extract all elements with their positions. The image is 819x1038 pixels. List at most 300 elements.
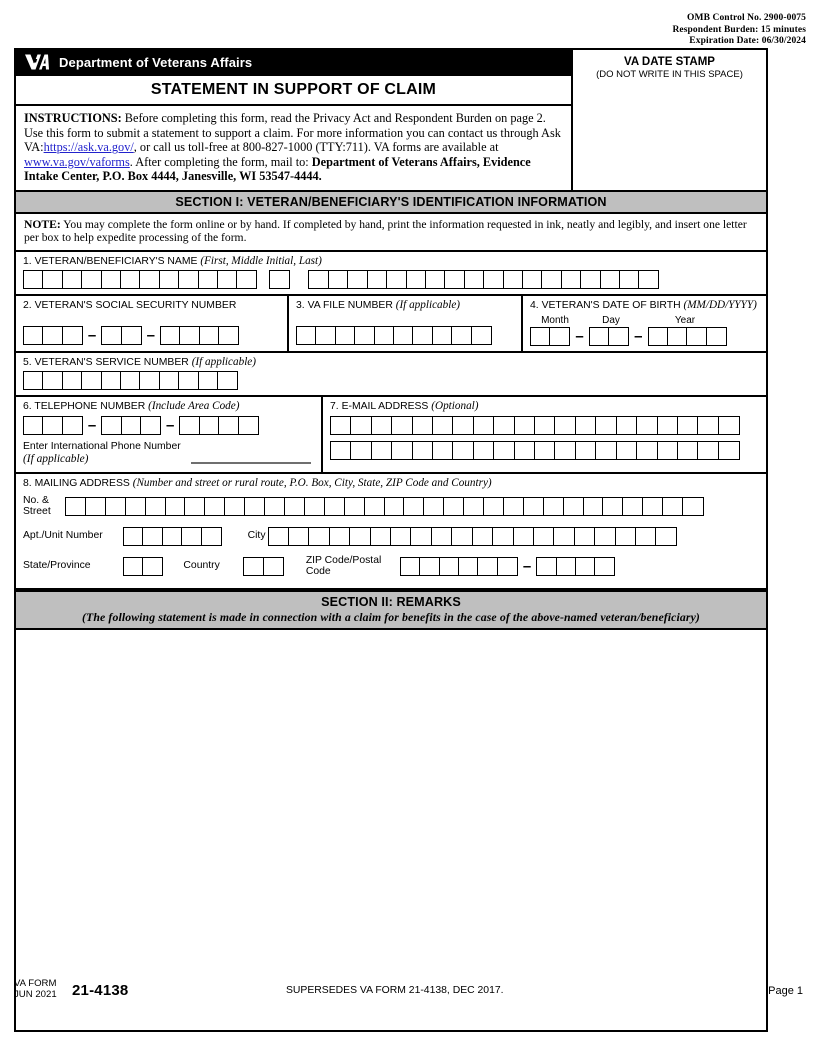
comb-box[interactable] [655, 527, 677, 546]
comb-box[interactable] [483, 270, 504, 289]
name-middle-initial-boxes[interactable] [269, 270, 290, 289]
comb-box[interactable] [473, 441, 495, 460]
comb-box[interactable] [101, 270, 122, 289]
section-2-subheader: (The following statement is made in connection with a claim for benefits in the case of the above-named veteran/beneficiary) [82, 609, 700, 624]
comb-box[interactable] [443, 497, 465, 516]
comb-box[interactable] [330, 441, 352, 460]
comb-box[interactable] [400, 557, 421, 576]
comb-box[interactable] [554, 416, 576, 435]
service-number-boxes[interactable] [23, 371, 238, 390]
dob-day-boxes[interactable] [589, 327, 629, 346]
comb-box[interactable] [522, 270, 543, 289]
comb-box[interactable] [364, 497, 386, 516]
comb-box[interactable] [536, 557, 557, 576]
comb-box[interactable] [284, 497, 306, 516]
city-boxes[interactable] [268, 527, 678, 546]
supersedes-note: SUPERSEDES VA FORM 21-4138, DEC 2017. [286, 985, 504, 996]
comb-box[interactable] [236, 270, 257, 289]
comb-box[interactable] [615, 527, 637, 546]
comb-box[interactable] [648, 327, 669, 346]
comb-box[interactable] [218, 326, 239, 345]
comb-box[interactable] [217, 270, 238, 289]
instructions-text-part-3: . After completing the form, mail to: [129, 154, 309, 169]
note-text: You may complete the form online or by hand. If completed by hand, print the information requested in ink, neatly and legibly, and insert one letter per box to help expedite processing of the form. [24, 217, 747, 245]
comb-box[interactable] [412, 326, 433, 345]
apt-boxes[interactable] [123, 527, 222, 546]
comb-box[interactable] [101, 371, 122, 390]
field-email [323, 397, 766, 472]
va-date-stamp-title: VA DATE STAMP [624, 56, 715, 68]
comb-box[interactable] [554, 441, 576, 460]
comb-box[interactable] [534, 416, 556, 435]
comb-box[interactable] [140, 416, 161, 435]
comb-box[interactable] [268, 527, 290, 546]
comb-box[interactable] [120, 371, 141, 390]
comb-box[interactable] [120, 270, 141, 289]
comb-box[interactable] [600, 270, 621, 289]
page-title: STATEMENT IN SUPPORT OF CLAIM [150, 81, 437, 98]
comb-box[interactable] [123, 557, 144, 576]
comb-box[interactable] [412, 416, 434, 435]
name-first-boxes[interactable] [23, 270, 257, 289]
comb-box[interactable] [330, 416, 352, 435]
field-row-mailing-address [16, 474, 766, 590]
field-mailing-address-number: 8. [23, 477, 32, 489]
comb-box[interactable] [580, 270, 601, 289]
street-label-line-1: No. & [23, 494, 49, 506]
comb-box[interactable] [81, 371, 102, 390]
dob-year-boxes[interactable] [648, 327, 727, 346]
comb-box[interactable] [530, 327, 551, 346]
comb-box[interactable] [81, 270, 102, 289]
comb-box[interactable] [493, 441, 515, 460]
comb-box[interactable] [178, 371, 199, 390]
state-label: State/Province [23, 560, 91, 572]
comb-box[interactable] [101, 416, 122, 435]
comb-box[interactable] [575, 557, 596, 576]
country-boxes[interactable] [243, 557, 283, 576]
comb-box[interactable] [595, 416, 617, 435]
comb-box[interactable] [367, 270, 388, 289]
comb-box[interactable] [263, 557, 284, 576]
comb-box[interactable] [451, 326, 472, 345]
comb-box[interactable] [638, 270, 659, 289]
section-1-note [16, 214, 766, 252]
comb-box[interactable] [503, 270, 524, 289]
comb-box[interactable] [139, 270, 160, 289]
comb-box[interactable] [244, 497, 266, 516]
comb-box[interactable] [549, 327, 570, 346]
comb-box[interactable] [563, 497, 585, 516]
comb-box[interactable] [42, 416, 63, 435]
state-boxes[interactable] [123, 557, 163, 576]
comb-box[interactable] [503, 497, 525, 516]
email-input-combs-row-1[interactable] [330, 413, 760, 435]
ssn-group-2[interactable] [101, 326, 141, 345]
comb-box[interactable] [451, 527, 473, 546]
field-service-number-title: VETERAN'S SERVICE NUMBER [34, 356, 189, 368]
comb-box[interactable] [464, 270, 485, 289]
field-dob-number: 4. [530, 299, 539, 311]
comb-box[interactable] [23, 270, 44, 289]
comb-box[interactable] [602, 497, 624, 516]
comb-box[interactable] [384, 497, 406, 516]
va-forms-link[interactable]: www.va.gov/vaforms [24, 154, 130, 169]
ssn-dash-2: – [146, 326, 155, 344]
comb-box[interactable] [513, 527, 535, 546]
va-form-label: VA FORM [14, 978, 57, 989]
telephone-line-boxes[interactable] [179, 416, 258, 435]
comb-box[interactable] [514, 441, 536, 460]
comb-box[interactable] [62, 371, 83, 390]
ask-va-link[interactable]: https://ask.va.gov/ [43, 140, 134, 155]
comb-box[interactable] [594, 557, 615, 576]
comb-box[interactable] [463, 497, 485, 516]
street-label-line-2: Street [23, 506, 51, 518]
comb-box[interactable] [706, 327, 727, 346]
comb-box[interactable] [477, 557, 498, 576]
field-va-file-label [296, 299, 515, 312]
comb-box[interactable] [682, 497, 704, 516]
comb-box[interactable] [393, 326, 414, 345]
comb-box[interactable] [543, 497, 565, 516]
comb-box[interactable] [697, 441, 719, 460]
comb-box[interactable] [616, 416, 638, 435]
comb-box[interactable] [608, 327, 629, 346]
comb-box[interactable] [62, 326, 83, 345]
comb-box[interactable] [619, 270, 640, 289]
comb-box[interactable] [101, 326, 122, 345]
comb-box[interactable] [218, 416, 239, 435]
comb-box[interactable] [483, 497, 505, 516]
comb-box[interactable] [458, 557, 479, 576]
apt-label: Apt./Unit Number [23, 530, 103, 542]
comb-box[interactable] [105, 497, 127, 516]
comb-box[interactable] [391, 416, 413, 435]
comb-box[interactable] [406, 270, 427, 289]
field-ssn-label [23, 299, 281, 312]
comb-box[interactable] [662, 497, 684, 516]
ssn-input-combs[interactable] [23, 312, 281, 345]
comb-box[interactable] [371, 441, 393, 460]
dob-month-label: Month [541, 314, 569, 326]
city-label: City [247, 530, 266, 542]
va-date-stamp-box [573, 50, 766, 190]
mailing-address-bold: Department of Veterans Affairs, Evidence Intake Center, P.O. Box 4444, Janesville, WI 53547-4444. [24, 154, 531, 184]
comb-box[interactable] [575, 441, 597, 460]
field-dob-title: VETERAN'S DATE OF BIRTH [541, 299, 681, 311]
comb-box[interactable] [657, 441, 679, 460]
comb-box[interactable] [160, 326, 181, 345]
comb-box[interactable] [121, 326, 142, 345]
field-mailing-address [16, 474, 766, 588]
comb-box[interactable] [431, 527, 453, 546]
va-file-boxes[interactable] [296, 326, 492, 345]
international-phone-label-text: Enter International Phone Number [23, 440, 181, 452]
comb-box[interactable] [622, 497, 644, 516]
comb-box[interactable] [178, 270, 199, 289]
comb-box[interactable] [439, 557, 460, 576]
comb-box[interactable] [686, 327, 707, 346]
comb-box[interactable] [594, 527, 616, 546]
comb-box[interactable] [288, 527, 310, 546]
comb-box[interactable] [635, 527, 657, 546]
dob-input-combs[interactable] [530, 327, 760, 346]
comb-box[interactable] [636, 416, 658, 435]
va-file-input-combs[interactable] [296, 312, 515, 345]
comb-box[interactable] [304, 497, 326, 516]
ssn-group-1[interactable] [23, 326, 83, 345]
zip-dash: – [522, 557, 532, 575]
comb-box[interactable] [523, 497, 545, 516]
field-ssn [16, 296, 289, 351]
comb-box[interactable] [42, 326, 63, 345]
comb-box[interactable] [142, 557, 163, 576]
field-telephone-label [23, 400, 315, 413]
comb-box[interactable] [23, 326, 44, 345]
comb-box[interactable] [179, 326, 200, 345]
comb-box[interactable] [121, 416, 142, 435]
form-header-left-column [16, 50, 573, 190]
field-service-number-label [23, 356, 760, 369]
comb-box[interactable] [419, 557, 440, 576]
field-service-number [16, 353, 766, 395]
comb-box[interactable] [471, 326, 492, 345]
comb-box[interactable] [159, 371, 180, 390]
comb-box[interactable] [583, 497, 605, 516]
field-email-hint: (Optional) [431, 399, 479, 412]
field-telephone [16, 397, 323, 472]
comb-box[interactable] [403, 497, 425, 516]
agency-name: Department of Veterans Affairs [59, 54, 253, 70]
comb-box[interactable] [473, 416, 495, 435]
field-row-service-number [16, 353, 766, 397]
comb-box[interactable] [390, 527, 412, 546]
comb-box[interactable] [324, 497, 346, 516]
field-name-hint: (First, Middle Initial, Last) [200, 254, 322, 267]
comb-box[interactable] [444, 270, 465, 289]
international-phone-hint: (If applicable) [23, 453, 89, 466]
comb-box[interactable] [589, 327, 610, 346]
page-footer [14, 978, 805, 1006]
field-va-file-hint: (If applicable) [395, 298, 461, 311]
comb-box[interactable] [42, 371, 63, 390]
comb-box[interactable] [575, 416, 597, 435]
comb-box[interactable] [269, 270, 290, 289]
field-service-number-num: 5. [23, 356, 32, 368]
comb-box[interactable] [335, 326, 356, 345]
field-dob-label [530, 299, 760, 312]
field-row-phone-email [16, 397, 766, 474]
comb-box[interactable] [198, 270, 219, 289]
page-number: Page 1 [768, 985, 803, 997]
comb-box[interactable] [595, 441, 617, 460]
field-name-number: 1. [23, 255, 32, 267]
comb-box[interactable] [497, 557, 518, 576]
va-agency-banner [16, 50, 571, 76]
comb-box[interactable] [224, 497, 246, 516]
comb-box[interactable] [308, 527, 330, 546]
comb-box[interactable] [697, 416, 719, 435]
field-va-file-title: VA FILE NUMBER [307, 299, 393, 311]
comb-box[interactable] [452, 441, 474, 460]
comb-box[interactable] [201, 527, 222, 546]
field-va-file-number-num: 3. [296, 299, 305, 311]
telephone-input-combs[interactable] [23, 413, 315, 435]
comb-box[interactable] [296, 326, 317, 345]
comb-box[interactable] [199, 326, 220, 345]
email-input-combs-row-2[interactable] [330, 435, 760, 460]
name-last-boxes[interactable] [308, 270, 659, 289]
international-phone-input-line[interactable] [191, 462, 311, 464]
comb-box[interactable] [329, 527, 351, 546]
field-telephone-number: 6. [23, 400, 32, 412]
va-date-stamp-subtitle: (DO NOT WRITE IN THIS SPACE) [596, 69, 743, 80]
comb-box[interactable] [344, 497, 366, 516]
address-state-country-zip-line [23, 546, 760, 578]
comb-box[interactable] [616, 441, 638, 460]
comb-box[interactable] [677, 441, 699, 460]
comb-box[interactable] [561, 270, 582, 289]
comb-box[interactable] [432, 326, 453, 345]
comb-box[interactable] [354, 326, 375, 345]
street-boxes[interactable] [65, 497, 704, 516]
name-input-combs[interactable] [23, 268, 760, 289]
comb-box[interactable] [165, 497, 187, 516]
omb-respondent-burden: Respondent Burden: 15 minutes [672, 24, 806, 35]
comb-box[interactable] [374, 326, 395, 345]
comb-box[interactable] [657, 416, 679, 435]
comb-box[interactable] [423, 497, 445, 516]
comb-box[interactable] [308, 270, 329, 289]
comb-box[interactable] [553, 527, 575, 546]
comb-box[interactable] [142, 527, 163, 546]
comb-box[interactable] [62, 416, 83, 435]
va-form-stamp [14, 978, 57, 1000]
field-name [16, 252, 766, 294]
comb-box[interactable] [667, 327, 688, 346]
comb-box[interactable] [62, 270, 83, 289]
international-phone-label [23, 441, 181, 467]
comb-box[interactable] [472, 527, 494, 546]
zip-plus4-boxes[interactable] [536, 557, 615, 576]
dob-month-boxes[interactable] [530, 327, 570, 346]
comb-box[interactable] [328, 270, 349, 289]
comb-box[interactable] [514, 416, 536, 435]
comb-box[interactable] [264, 497, 286, 516]
comb-box[interactable] [371, 416, 393, 435]
ssn-dash-1: – [87, 326, 97, 344]
field-name-title: VETERAN/BENEFICIARY'S NAME [34, 255, 198, 267]
comb-box[interactable] [349, 527, 371, 546]
comb-box[interactable] [574, 527, 596, 546]
comb-box[interactable] [162, 527, 183, 546]
comb-box[interactable] [391, 441, 413, 460]
comb-box[interactable] [179, 416, 200, 435]
comb-box[interactable] [204, 497, 226, 516]
comb-box[interactable] [718, 441, 740, 460]
form-number: 21-4138 [72, 982, 129, 999]
va-seal-icon [24, 53, 50, 71]
form-header-region [16, 50, 766, 190]
section-1-header: SECTION I: VETERAN/BENEFICIARY'S IDENTIFICATION INFORMATION [16, 190, 766, 214]
dob-day-label: Day [602, 314, 620, 326]
field-mailing-address-hint: (Number and street or rural route, P.O. Box, City, State, ZIP Code and Country) [132, 476, 492, 489]
comb-box[interactable] [125, 497, 147, 516]
comb-box[interactable] [217, 371, 238, 390]
comb-box[interactable] [145, 497, 167, 516]
comb-box[interactable] [642, 497, 664, 516]
ssn-group-3[interactable] [160, 326, 239, 345]
comb-box[interactable] [425, 270, 446, 289]
comb-box[interactable] [159, 270, 180, 289]
service-number-input-combs[interactable] [23, 369, 760, 390]
field-email-label [330, 400, 760, 413]
comb-box[interactable] [347, 270, 368, 289]
comb-box[interactable] [541, 270, 562, 289]
omb-expiration-date: Expiration Date: 06/30/2024 [689, 36, 806, 46]
comb-box[interactable] [556, 557, 577, 576]
comb-box[interactable] [198, 371, 219, 390]
zip-code-boxes[interactable] [400, 557, 518, 576]
comb-box[interactable] [123, 527, 144, 546]
international-phone-row [23, 435, 315, 467]
comb-box[interactable] [139, 371, 160, 390]
comb-box[interactable] [238, 416, 259, 435]
comb-box[interactable] [533, 527, 555, 546]
remarks-textarea[interactable] [16, 630, 766, 1030]
comb-box[interactable] [350, 416, 372, 435]
field-ssn-title: VETERAN'S SOCIAL SECURITY NUMBER [34, 299, 237, 311]
comb-box[interactable] [23, 371, 44, 390]
field-telephone-title: TELEPHONE NUMBER [34, 400, 146, 412]
comb-box[interactable] [677, 416, 699, 435]
zip-label: ZIP Code/Postal Code [305, 554, 382, 578]
instructions-text-part-1: Before completing this form, read the Privacy Act and Respondent Burden on page 2. Use this form to submit a statement to support a claim. For more information you can contact us through Ask VA: [24, 111, 561, 155]
comb-box[interactable] [65, 497, 87, 516]
comb-box[interactable] [370, 527, 392, 546]
comb-box[interactable] [386, 270, 407, 289]
email-row-1-boxes[interactable] [330, 416, 740, 435]
comb-box[interactable] [181, 527, 202, 546]
comb-box[interactable] [718, 416, 740, 435]
comb-box[interactable] [432, 416, 454, 435]
comb-box[interactable] [432, 441, 454, 460]
comb-box[interactable] [243, 557, 264, 576]
omb-control-number: OMB Control No. 2900-0075 [687, 13, 806, 23]
comb-box[interactable] [315, 326, 336, 345]
comb-box[interactable] [184, 497, 206, 516]
comb-box[interactable] [412, 441, 434, 460]
section-2-header: SECTION II: REMARKS [321, 594, 461, 609]
comb-box[interactable] [350, 441, 372, 460]
telephone-dash-1: – [87, 416, 97, 434]
email-row-2-boxes[interactable] [330, 441, 740, 460]
comb-box[interactable] [492, 527, 514, 546]
comb-box[interactable] [493, 416, 515, 435]
telephone-area-code-boxes[interactable] [23, 416, 83, 435]
comb-box[interactable] [534, 441, 556, 460]
comb-box[interactable] [42, 270, 63, 289]
comb-box[interactable] [452, 416, 474, 435]
comb-box[interactable] [85, 497, 107, 516]
comb-box[interactable] [636, 441, 658, 460]
comb-box[interactable] [410, 527, 432, 546]
comb-box[interactable] [199, 416, 220, 435]
field-name-label [23, 255, 760, 268]
comb-box[interactable] [23, 416, 44, 435]
telephone-prefix-boxes[interactable] [101, 416, 161, 435]
